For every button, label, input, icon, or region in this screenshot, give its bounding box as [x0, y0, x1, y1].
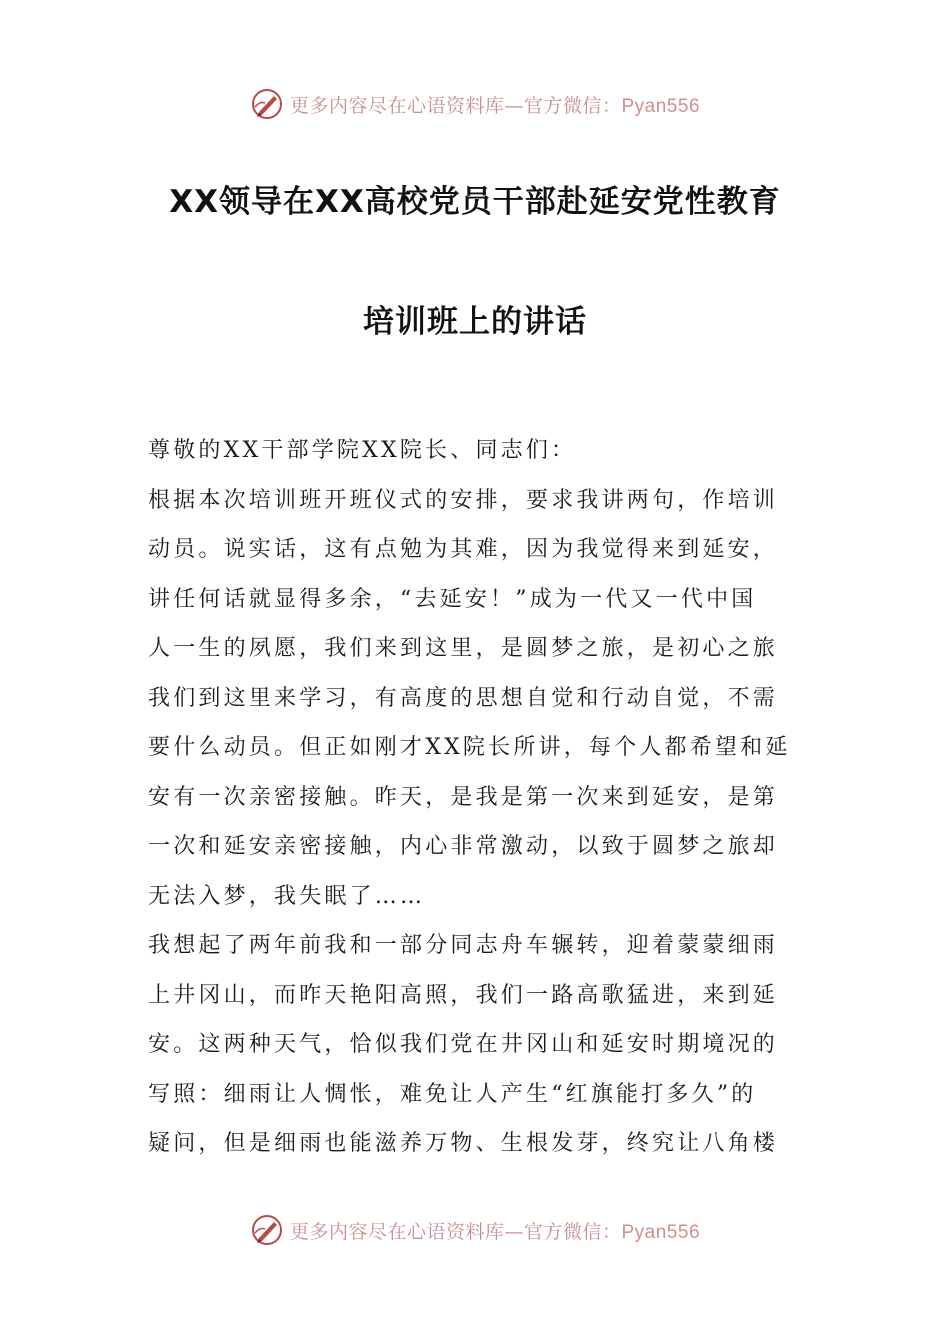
body-line: 讲任何话就显得多余，“去延安！”成为一代又一代中国: [148, 586, 757, 612]
document-body: [148, 426, 808, 1169]
body-line: 上井冈山，而昨天艳阳高照，我们一路高歌猛进，来到延: [148, 982, 779, 1008]
body-line: 我们到这里来学习，有高度的思想自觉和行动自觉，不需: [148, 685, 779, 711]
watermark-label: 更多内容尽在心语资料库—官方微信：: [289, 1220, 622, 1243]
body-line: 疑问，但是细雨也能滋养万物、生根发芽，终究让八角楼: [148, 1131, 779, 1156]
body-line: 安。这两种天气，恰似我们党在井冈山和延安时期境况的: [148, 1032, 779, 1057]
watermark-wechat-id: Pyan556: [621, 1221, 701, 1243]
watermark-text: [290, 91, 700, 118]
body-line: 我想起了两年前我和一部分同志舟车辗转，迎着蒙蒙细雨: [148, 933, 779, 958]
header-watermark: [0, 86, 950, 122]
body-line: 根据本次培训班开班仪式的安排，要求我讲两句，作培训: [148, 487, 779, 513]
body-line: 尊敬的XX干部学院XX院长、同志们：: [148, 438, 577, 463]
watermark-content: [250, 1213, 700, 1247]
body-line: 要什么动员。但正如刚才XX院长所讲，每个人都希望和延: [148, 735, 791, 760]
watermark-wechat-id: Pyan556: [621, 95, 701, 117]
watermark-content: [250, 87, 700, 121]
watermark-label: 更多内容尽在心语资料库—官方微信：: [289, 94, 622, 117]
body-line: 人一生的夙愿，我们来到这里，是圆梦之旅，是初心之旅: [148, 636, 779, 661]
body-line: 无法入梦，我失眠了……: [148, 883, 426, 909]
pen-logo-icon: [250, 87, 284, 121]
body-line: 动员。说实话，这有点勉为其难，因为我觉得来到延安，: [148, 537, 779, 562]
body-line: 一次和延安亲密接触，内心非常激动，以致于圆梦之旅却: [148, 834, 779, 859]
body-line: 写照：细雨让人惆怅，难免让人产生“红旗能打多久”的: [148, 1081, 757, 1107]
body-line: 安有一次亲密接触。昨天，是我是第一次来到延安，是第: [148, 784, 779, 810]
document-title-line-2: 培训班上的讲话: [363, 304, 587, 340]
footer-watermark: [0, 1212, 950, 1248]
watermark-text: [290, 1217, 700, 1244]
document-title-line-1: XX领导在XX高校党员干部赴延安党性教育: [169, 184, 781, 220]
pen-logo-icon: [250, 1213, 284, 1247]
